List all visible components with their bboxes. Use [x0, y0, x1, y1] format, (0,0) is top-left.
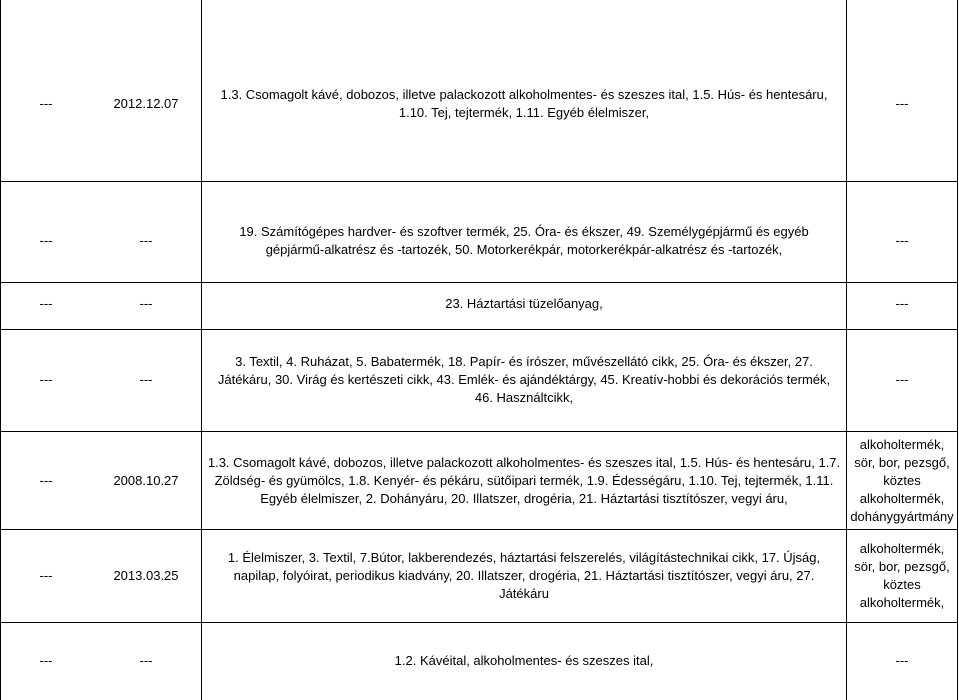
table-cell-date: --- — [139, 372, 153, 387]
table-cell: --- — [39, 653, 53, 668]
table-cell-categories: 1. Élelmiszer, 3. Textil, 7.Bútor, lakberendezés, háztartási felszerelés, világítástechnikai cikk, 17. Újság, napilap, folyóirat, periodikus kiadvány, 20. Illatszer, drogéria, 21. Háztartási tisztítószer, vegyi áru, 27. Játékáru — [227, 550, 821, 601]
table-cell: --- — [39, 372, 53, 387]
row-divider — [0, 529, 958, 530]
table-border-left — [0, 0, 1, 700]
row-divider — [0, 431, 958, 432]
table-cell-categories: 1.3. Csomagolt kávé, dobozos, illetve palackozott alkoholmentes- és szeszes ital, 1.5. Hús- és hentesáru, 1.7. Zöldség- és gyümölcs, 1.8. Kenyér- és pékáru, sütőipari termék, 1.9. Édességáru, 1.10. Tej, tejtermék, 1.11. Egyéb élelmiszer, 2. Dohányáru, 20. Illatszer, drogéria, 21. Háztartási tisztítószer, vegyi áru, — [207, 455, 841, 506]
row-divider — [0, 329, 958, 330]
table-cell: --- — [39, 233, 53, 248]
table-cell-date: --- — [139, 296, 153, 311]
table-cell-excluded: alkoholtermék, sör, bor, pezsgő, köztes alkoholtermék, dohánygyártmány — [850, 437, 954, 524]
table-cell-categories: 19. Számítógépes hardver- és szoftver termék, 25. Óra- és ékszer, 49. Személygépjármű és egyéb gépjármű-alkatrész és -tartozék, 50. Motorkerékpár, motorkerékpár-alkatrész és -tartozék, — [239, 224, 809, 257]
table-cell-excluded: alkoholtermék, sör, bor, pezsgő, köztes alkoholtermék, — [854, 541, 950, 610]
table-cell-categories: 3. Textil, 4. Ruházat, 5. Babatermék, 18. Papír- és írószer, művészellátó cikk, 25. Óra- és ékszer, 27. Játékáru, 30. Virág és kertészeti cikk, 43. Emlék- és ajándéktárgy, 45. Kreatív-hobbi és dekorációs termék, 46. Használtcikk, — [217, 354, 831, 405]
row-divider — [0, 622, 958, 623]
table-cell-categories: 23. Háztartási tüzelőanyag, — [445, 296, 603, 311]
table-cell: --- — [895, 372, 909, 387]
table-cell: --- — [895, 96, 909, 111]
column-divider — [201, 0, 202, 700]
table-cell: --- — [39, 296, 53, 311]
table-cell-date: 2013.03.25 — [113, 568, 179, 583]
table-cell: --- — [895, 233, 909, 248]
table-cell: --- — [895, 653, 909, 668]
column-divider — [846, 0, 847, 700]
row-divider — [0, 282, 958, 283]
table-cell-categories: 1.2. Kávéital, alkoholmentes- és szeszes ital, — [394, 653, 654, 668]
table-cell-date: 2008.10.27 — [113, 473, 179, 488]
table-cell: --- — [39, 568, 53, 583]
table-cell-date: --- — [139, 653, 153, 668]
table-cell-date: 2012.12.07 — [113, 96, 179, 111]
table-cell-date: --- — [139, 233, 153, 248]
row-divider — [0, 181, 958, 182]
table-cell-categories: 1.3. Csomagolt kávé, dobozos, illetve palackozott alkoholmentes- és szeszes ital, 1.5. Hús- és hentesáru, 1.10. Tej, tejtermék, 1.11. Egyéb élelmiszer, — [220, 87, 828, 120]
table-cell: --- — [39, 473, 53, 488]
table-cell: --- — [39, 96, 53, 111]
table-cell: --- — [895, 296, 909, 311]
table-border-right — [957, 0, 958, 700]
